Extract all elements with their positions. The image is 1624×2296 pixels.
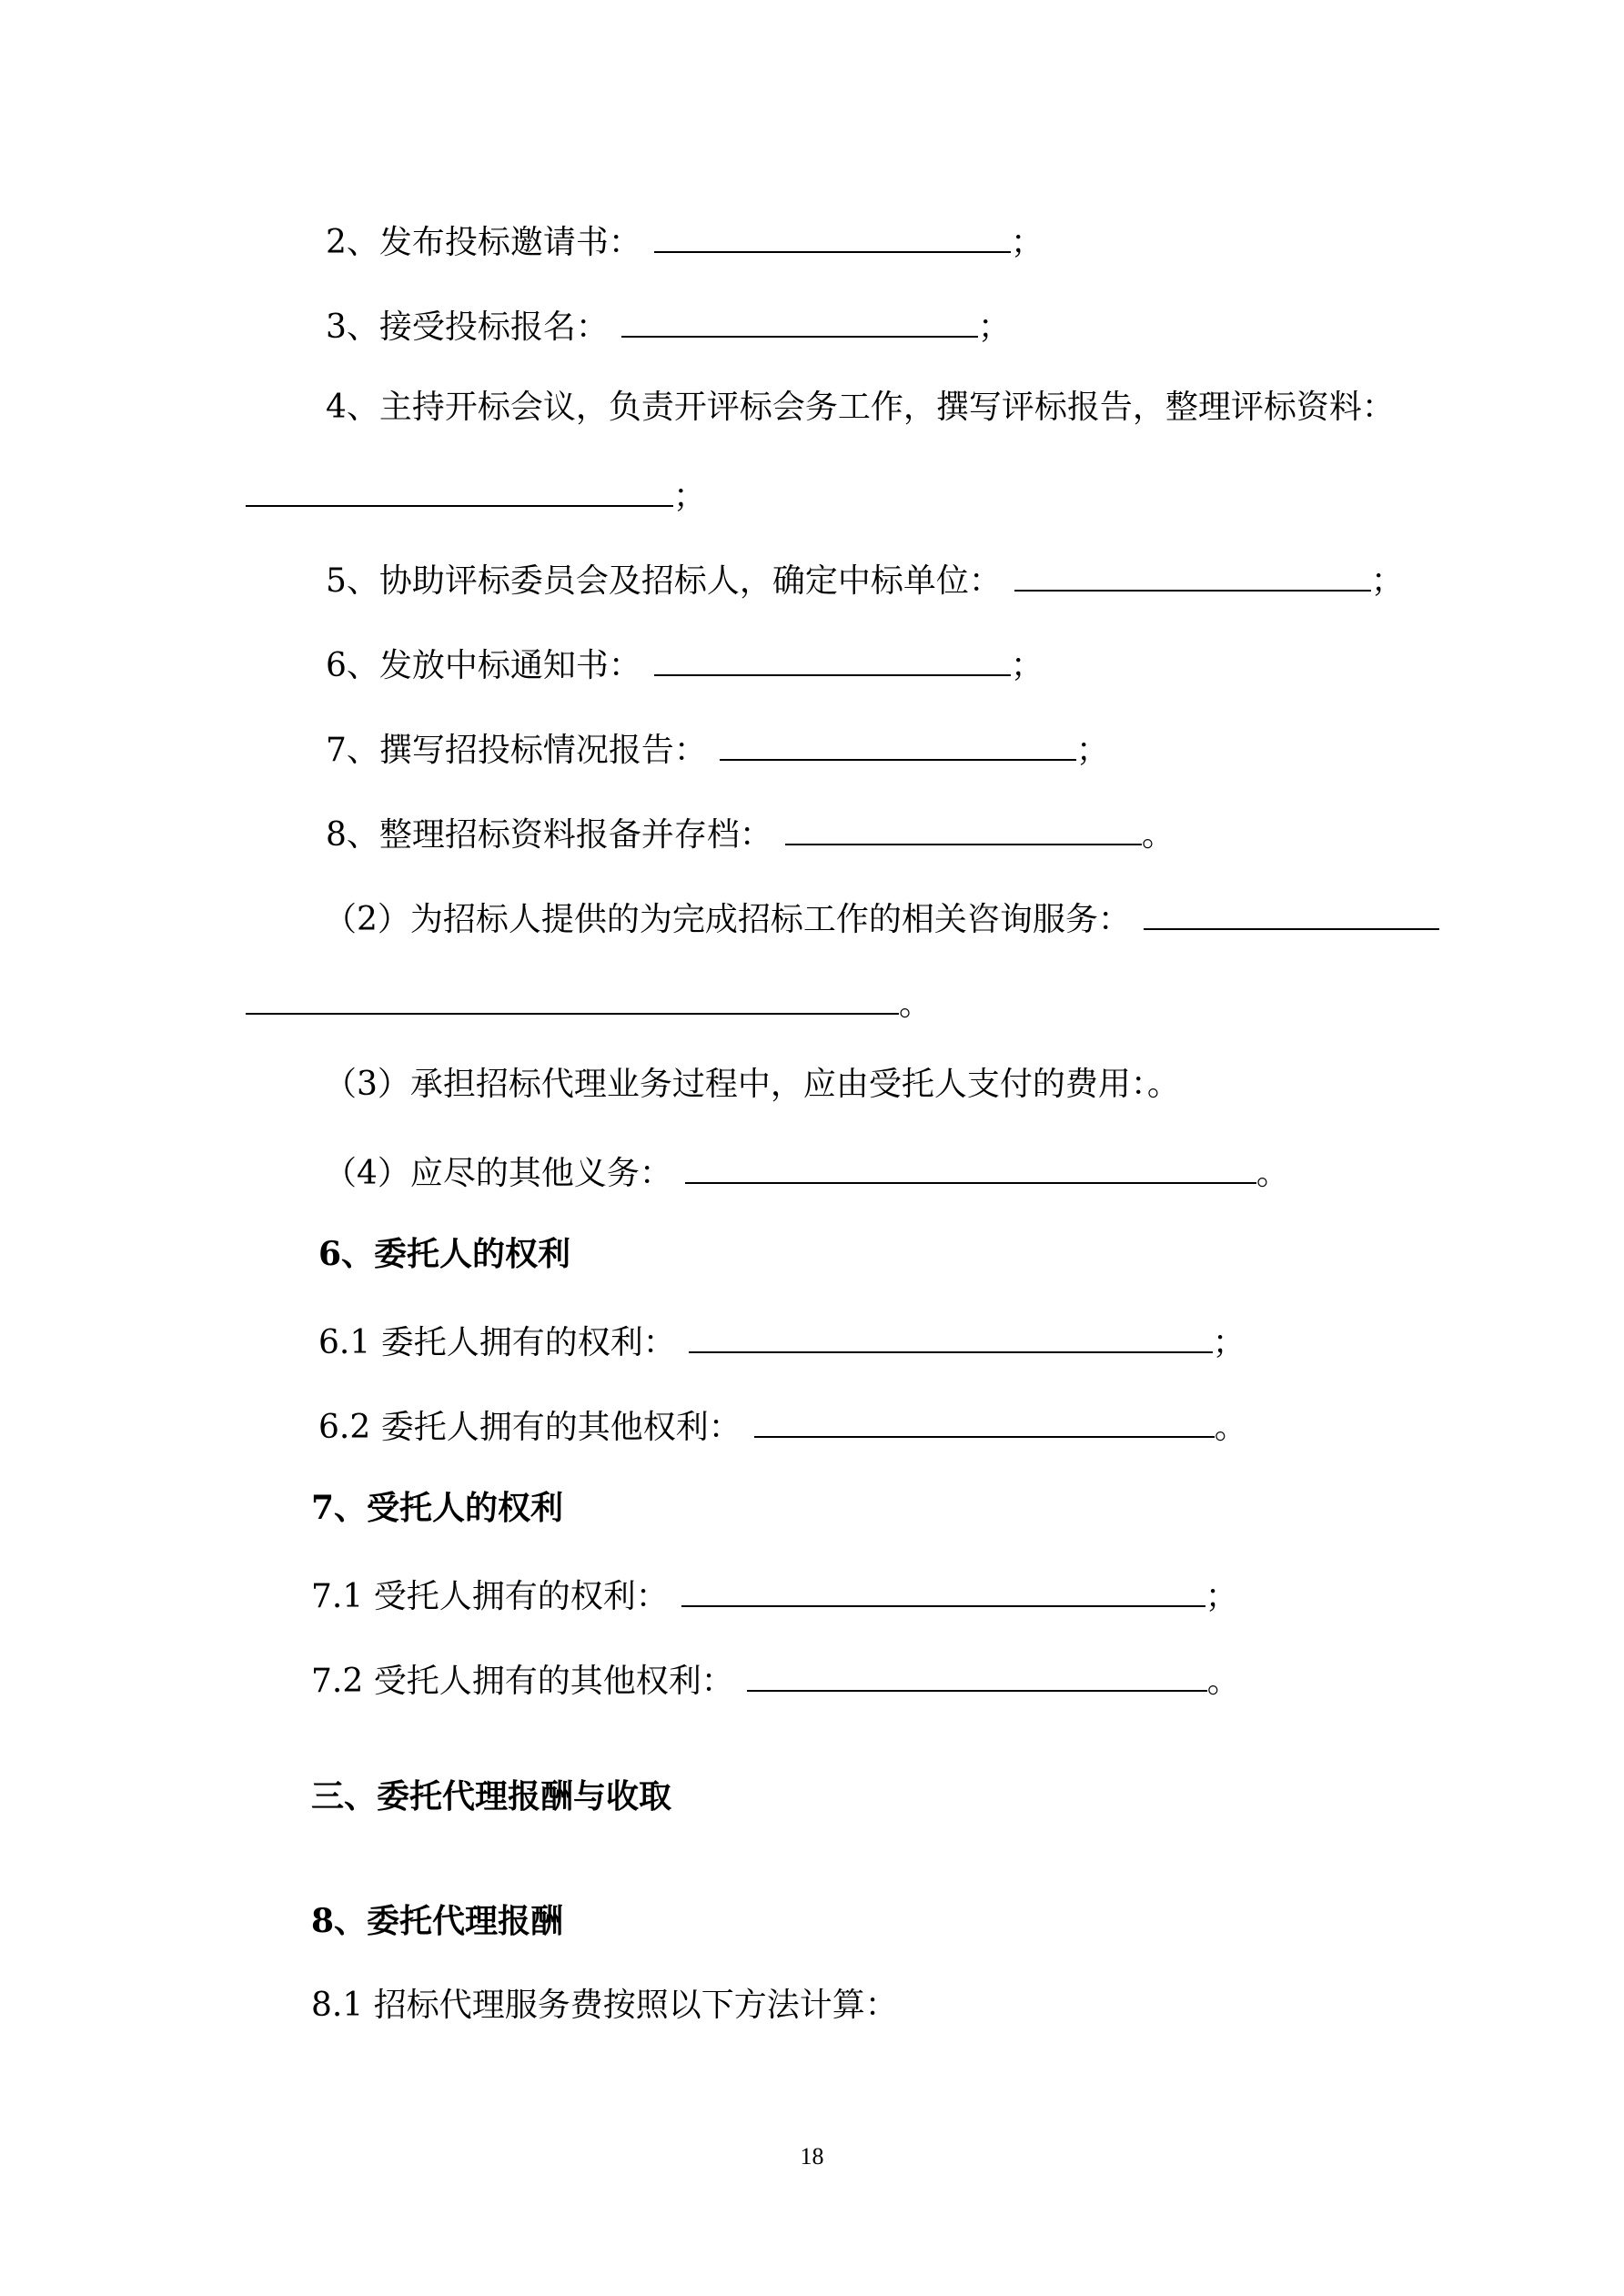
section-2-continuation <box>246 973 932 1027</box>
item-7-2-line <box>311 1650 1240 1704</box>
fill-blank[interactable] <box>1144 888 1439 930</box>
line-end-punct: ； <box>673 478 707 515</box>
line-end-punct: ； <box>1075 732 1109 769</box>
line-end-punct: 。 <box>899 986 933 1023</box>
item-7-2-text: 7.2 受托人拥有的其他权利： <box>311 1663 734 1700</box>
line-end-punct: ； <box>1370 562 1404 600</box>
item-3-line <box>326 296 1011 350</box>
item-8-text: 8、整理招标资料报备并存档： <box>326 816 772 854</box>
page-number: 18 <box>800 2143 824 2170</box>
section-3-line <box>324 1057 1180 1112</box>
item-6-2-line <box>318 1396 1247 1451</box>
line-end-punct: ； <box>1212 1324 1246 1361</box>
item-6-2-text: 6.2 委托人拥有的其他权利： <box>318 1409 741 1446</box>
heading-7 <box>311 1481 563 1535</box>
section-4-line <box>324 1142 1289 1197</box>
line-end-punct: ； <box>1205 1578 1238 1615</box>
item-8-1-line <box>311 1978 898 2033</box>
fill-blank[interactable] <box>681 1565 1205 1607</box>
section-4-text: （4）应尽的其他义务： <box>324 1155 672 1192</box>
line-end-punct: ； <box>1010 647 1044 684</box>
section-2-line <box>324 888 1439 943</box>
item-7-1-text: 7.1 受托人拥有的权利： <box>311 1578 669 1615</box>
section-2-text: （2）为招标人提供的为完成招标工作的相关咨询服务： <box>324 901 1131 938</box>
item-4-text: 4、主持开标会议，负责开评标会务工作，撰写评标报告，整理评标资料： <box>326 389 1395 426</box>
fill-blank[interactable] <box>785 804 1142 845</box>
heading-6-text: 6、委托人的权利 <box>318 1235 571 1273</box>
item-5-text: 5、协助评标委员会及招标人，确定中标单位： <box>326 562 1002 600</box>
item-2-line <box>326 211 1044 266</box>
fill-blank[interactable] <box>654 634 1011 676</box>
item-7-text: 7、撰写招投标情况报告： <box>326 732 707 769</box>
item-6-1-text: 6.1 委托人拥有的权利： <box>318 1324 676 1361</box>
item-7-1-line <box>311 1565 1238 1620</box>
heading-8 <box>311 1894 563 1948</box>
item-4-continuation <box>246 465 706 520</box>
fill-blank[interactable] <box>754 1396 1215 1438</box>
fill-blank[interactable] <box>1014 550 1371 592</box>
fill-blank[interactable] <box>654 211 1011 253</box>
item-4-line <box>326 380 1395 435</box>
fill-blank[interactable] <box>685 1142 1256 1184</box>
heading-8-text: 8、委托代理报酬 <box>311 1902 564 1940</box>
item-8-line <box>326 804 1175 858</box>
line-end-punct: 。 <box>1214 1409 1247 1446</box>
fill-blank[interactable] <box>720 719 1076 761</box>
fill-blank[interactable] <box>747 1650 1207 1692</box>
fill-blank[interactable] <box>246 465 673 507</box>
item-5-line <box>326 550 1404 604</box>
item-6-line <box>326 634 1044 689</box>
item-6-text: 6、发放中标通知书： <box>326 647 641 684</box>
chapter-3-heading <box>311 1769 671 1824</box>
item-3-text: 3、接受投标报名： <box>326 308 609 346</box>
line-end-punct: 。 <box>1206 1663 1240 1700</box>
fill-blank[interactable] <box>621 296 978 338</box>
fill-blank[interactable] <box>689 1311 1213 1353</box>
item-8-1-text: 8.1 招标代理服务费按照以下方法计算： <box>311 1987 898 2024</box>
line-end-punct: 。 <box>1141 816 1175 854</box>
item-2-text: 2、发布投标邀请书： <box>326 224 641 261</box>
line-end-punct: 。 <box>1256 1155 1289 1192</box>
fill-blank[interactable] <box>246 973 899 1015</box>
line-end-punct: ； <box>1010 224 1044 261</box>
item-6-1-line <box>318 1311 1246 1366</box>
item-7-line <box>326 719 1109 774</box>
section-3-text: （3）承担招标代理业务过程中，应由受托人支付的费用：。 <box>324 1066 1180 1103</box>
line-end-punct: ； <box>977 308 1011 346</box>
heading-7-text: 7、受托人的权利 <box>311 1489 564 1527</box>
chapter-3-heading-text: 三、委托代理报酬与收取 <box>311 1777 672 1816</box>
heading-6 <box>318 1227 570 1281</box>
